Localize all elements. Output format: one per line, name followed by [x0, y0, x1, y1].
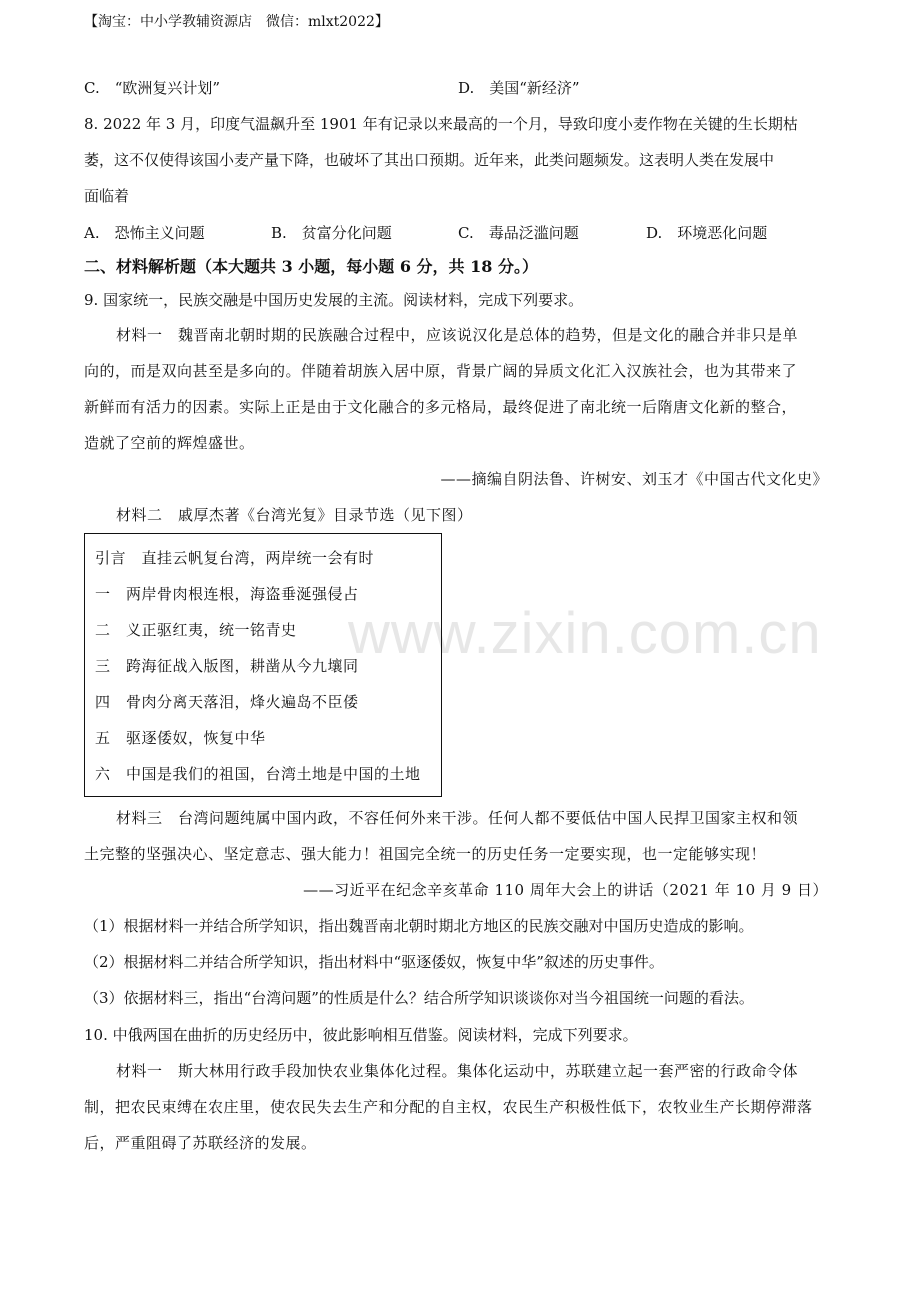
q9-question-3: （3）依据材料三，指出“台湾问题”的性质是什么？结合所学知识谈谈你对当今祖国统一问题的看法。	[84, 989, 754, 1007]
q9-material3-line: 土完整的坚强决心、坚定意志、强大能力！祖国完全统一的历史任务一定要实现，也一定能够实现！	[84, 845, 767, 863]
section-title: 二、材料解析题（本大题共 3 小题，每小题 6 分，共 18 分。）	[84, 257, 538, 276]
q9-question-1: （1）根据材料一并结合所学知识，指出魏晋南北朝时期北方地区的民族交融对中国历史造成的影响。	[84, 917, 754, 935]
q9-material1-line: 造就了空前的辉煌盛世。	[84, 434, 255, 452]
toc-item: 六 中国是我们的祖国，台湾土地是中国的土地	[95, 765, 421, 783]
q9-material2-intro: 材料二 戚厚杰著《台湾光复》目录节选（见下图）	[116, 506, 473, 524]
page-header: 【淘宝：中小学教辅资源店 微信：mlxt2022】	[84, 14, 389, 30]
q8-stem-line: 面临着	[84, 187, 130, 205]
q10-stem: 10. 中俄两国在曲折的历史经历中，彼此影响相互借鉴。阅读材料，完成下列要求。	[84, 1026, 638, 1044]
q9-material1-line: 材料一 魏晋南北朝时期的民族融合过程中，应该说汉化是总体的趋势，但是文化的融合并非只是单	[116, 326, 799, 344]
q7-option-c: C. “欧洲复兴计划”	[84, 79, 221, 97]
q8-option-b: B. 贫富分化问题	[271, 224, 392, 242]
q9-question-2: （2）根据材料二并结合所学知识，指出材料中“驱逐倭奴，恢复中华”叙述的历史事件。	[84, 953, 664, 971]
toc-box	[84, 533, 442, 797]
q9-stem: 9. 国家统一，民族交融是中国历史发展的主流。阅读材料，完成下列要求。	[84, 291, 584, 309]
toc-item: 五 驱逐倭奴，恢复中华	[95, 729, 266, 747]
toc-item: 四 骨肉分离天落泪，烽火遍岛不臣倭	[95, 693, 359, 711]
q10-material1-line: 后，严重阻碍了苏联经济的发展。	[84, 1134, 317, 1152]
toc-item: 三 跨海征战入版图，耕凿从今九壤同	[95, 657, 359, 675]
q10-material1-line: 制，把农民束缚在农庄里，使农民失去生产和分配的自主权，农民生产积极性低下，农牧业生产长期停滞落	[84, 1098, 813, 1116]
q7-option-d: D. 美国“新经济”	[458, 79, 580, 97]
toc-item: 引言 直挂云帆复台湾，两岸统一会有时	[95, 549, 375, 567]
q8-option-c: C. 毒品泛滥问题	[458, 224, 579, 242]
q8-stem-line: 萎，这不仅使得该国小麦产量下降，也破坏了其出口预期。近年来，此类问题频发。这表明人类在发展中	[84, 151, 775, 169]
q8-option-d: D. 环境恶化问题	[646, 224, 768, 242]
watermark-text: www.zixin.com.cn	[348, 601, 822, 666]
toc-item: 二 义正驱红夷，统一铭青史	[95, 621, 297, 639]
toc-item: 一 两岸骨肉根连根，海盗垂涎强侵占	[95, 585, 359, 603]
q9-material1-line: 新鲜而有活力的因素。实际上正是由于文化融合的多元格局，最终促进了南北统一后隋唐文化新的整合，	[84, 398, 798, 416]
q9-material3-source: ——习近平在纪念辛亥革命 110 周年大会上的讲话（2021 年 10 月 9 日）	[303, 881, 828, 899]
q9-material3-line: 材料三 台湾问题纯属中国内政，不容任何外来干涉。任何人都不要低估中国人民捍卫国家主权和领	[116, 809, 799, 827]
q9-material1-source: ——摘编自阴法鲁、许树安、刘玉才《中国古代文化史》	[440, 470, 828, 488]
q8-stem-line: 8. 2022 年 3 月，印度气温飙升至 1901 年有记录以来最高的一个月，导致印度小麦作物在关键的生长期枯	[84, 115, 798, 133]
q10-material1-line: 材料一 斯大林用行政手段加快农业集体化过程。集体化运动中，苏联建立起一套严密的行政命令体	[116, 1062, 799, 1080]
q9-material1-line: 向的，而是双向甚至是多向的。伴随着胡族入居中原，背景广阔的异质文化汇入汉族社会，也为其带来了	[84, 362, 798, 380]
q8-option-a: A. 恐怖主义问题	[84, 224, 205, 242]
